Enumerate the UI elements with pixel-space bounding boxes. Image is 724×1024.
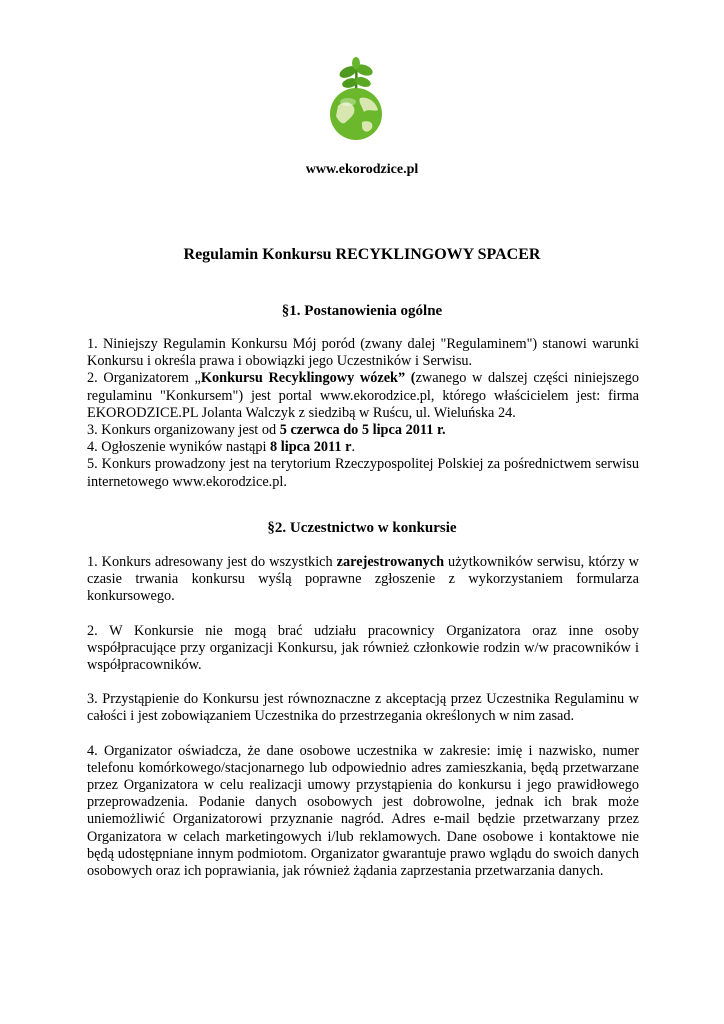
s1-paragraph-4: 4. Ogłoszenie wyników nastąpi 8 lipca 2011 r. [87,439,356,456]
s2-paragraph-2: 2. W Konkursie nie mogą brać udziału pracownicy Organizatora oraz inne osoby współpracujące przy organizacji Konkursu, jak również członkowie rodzin w/w pracowników i współpracowników. [87,622,639,674]
s1-paragraph-2: 2. Organizatorem „Konkursu Recyklingowy wózek” (zwanego w dalszej części niniejszego regulaminu "Konkursem") jest portal www.ekorodzice.pl, którego właścicielem jest: firma EKORODZICE.PL Jolanta Walczyk z siedzibą w Ruścu, ul. Wieluńska 24. [87,370,640,421]
s2-paragraph-1: 1. Konkurs adresowany jest do wszystkich zarejestrowanych użytkowników serwisu, którzy w czasie trwania konkursu wyślą poprawne zgłoszenie z wykorzystaniem formularza konkursowego. [87,554,639,605]
website-url[interactable]: www.ekorodzice.pl [305,162,419,177]
s1-paragraph-5: 5. Konkurs prowadzony jest na terytorium Rzeczypospolitej Polskiej za pośrednictwem serwisu internetowego www.ekorodzice.pl. [87,456,639,490]
earth-sprout-icon [316,56,396,144]
section-1-body [87,336,639,491]
s1-paragraph-1: 1. Niniejszy Regulamin Konkursu Mój poród (zwany dalej "Regulaminem") stanowi warunki Konkursu i określa prawa i obowiązki jego Uczestników i Serwisu. [87,336,639,370]
section-2-heading: §2. Uczestnictwo w konkursie [267,520,457,536]
s2-paragraph-3: 3. Przystąpienie do Konkursu jest równoznaczne z akceptacją przez Uczestnika Regulaminu w całości i jest zobowiązaniem Uczestnika do przestrzegania określonych w nim zasad. [87,691,639,725]
document-title: Regulamin Konkursu RECYKLINGOWY SPACER [183,246,541,263]
s2-paragraph-4: 4. Organizator oświadcza, że dane osobowe uczestnika w zakresie: imię i nazwisko, numer telefonu komórkowego/stacjonarnego lub odpowiednio adres zamieszkania, będą przetwarzane przez Organizatora w celu realizacji umowy przystąpienia do konkursu i jego prawidłowego przeprowadzenia. Podanie danych osobowych jest dobrowolne, jednak ich brak może uniemożliwić Organizatorowi przyznanie nagród. Adres e-mail będzie przetwarzany przez Organizatora w celach marketingowych i/lub reklamowych. Dane osobowe i kontaktowe nie będą udostępniane innym podmiotom. Organizator gwarantuje prawo wglądu do swoich danych osobowych oraz ich poprawiania, jak również żądania zaprzestania przetwarzania danych. [87,742,639,880]
section-2-body [87,554,639,880]
section-1-heading: §1. Postanowienia ogólne [281,303,443,319]
earth-sprout-logo [316,56,396,144]
s1-paragraph-3: 3. Konkurs organizowany jest od 5 czerwca do 5 lipca 2011 r. [87,422,446,439]
